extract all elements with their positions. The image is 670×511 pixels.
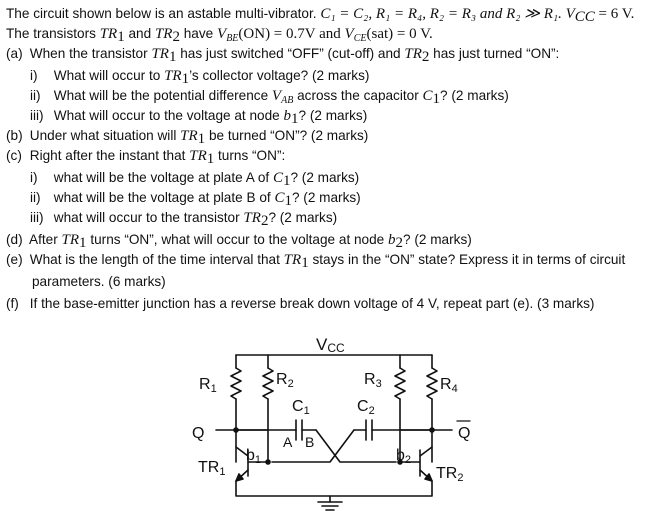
r2-label: R2 [276,371,294,390]
question-a-ii: ii) What will be the potential difference $V_{AB}$ across the capacitor $C_1$? (2 marks) [30,88,509,107]
question-a: (a) When the transistor $TR_1$ has just switched “OFF” (cut-off) and $TR_2$ has just turned “ON”: [6,46,560,65]
c1-label: C1 [292,398,310,417]
question-e: (e) What is the length of the time interval that $TR_1$ stays in the “ON” state? Express it in terms of circuit [6,252,626,271]
b1-label: b1 [246,447,262,466]
c2-label: C2 [357,398,375,417]
question-f: (f) If the base-emitter junction has a reverse break down voltage of 4 V, repeat part (e). (3 marks) [6,296,595,311]
question-b: (b) Under what situation will $TR_1$ be turned “ON”? (2 marks) [6,128,369,147]
intro-line-2: The transistors $TR_1$ and $TR_2$ have $V_{BE}(ON) = 0.7V$ and $V_{CE}(sat) = 0$ V. [6,26,433,45]
question-d: (d) After $TR_1$ turns “ON”, what will occur to the voltage at node $b_2$? (2 marks) [6,232,472,251]
question-c-iii: iii) what will occur to the transistor $TR_2$? (2 marks) [30,210,338,229]
question-c: (c) Right after the instant that $TR_1$ turns “ON”: [6,148,286,167]
plate-a-label: A [283,434,293,450]
r3-label: R3 [364,371,382,390]
intro-line-1: The circuit shown below is an astable multi-vibrator. C₁ = C₂, R₁ = R₄, R₂ = R₃ and R₂ ≫ R₁. $V_{CC} = 6$ V. [6,6,635,25]
ground-symbol [318,496,342,510]
question-e-continued: parameters. (6 marks) [32,274,166,289]
r4-label: R4 [440,376,458,395]
b2-label: b2 [396,447,412,466]
plate-b-label: B [305,434,315,450]
capacitor-c1 [236,420,316,440]
resistor-r3 [395,355,405,430]
tr1-label: TR1 [198,459,226,478]
vcc-label: VCC [316,335,345,355]
resistor-r1 [231,355,241,430]
question-c-ii: ii) what will be the voltage at plate B of $C_1$? (2 marks) [30,190,361,209]
capacitor-c2 [354,420,432,440]
resistor-r2 [263,355,273,430]
intro-math: C₁ = C₂, R₁ = R₄, R₂ = R₃ and R₂ ≫ R₁. V [320,6,575,22]
q-label: Q [192,425,205,442]
question-c-i: i) what will be the voltage at plate A of $C_1$? (2 marks) [30,170,360,189]
question-a-iii: iii) What will occur to the voltage at node $b_1$? (2 marks) [30,108,368,127]
resistor-r4 [427,355,437,430]
r1-label: R1 [199,376,217,395]
question-a-i: i) What will occur to $TR_1’s$ collector voltage? (2 marks) [30,68,370,87]
qbar-label: Q [458,425,471,442]
tr2-label: TR2 [436,465,464,484]
